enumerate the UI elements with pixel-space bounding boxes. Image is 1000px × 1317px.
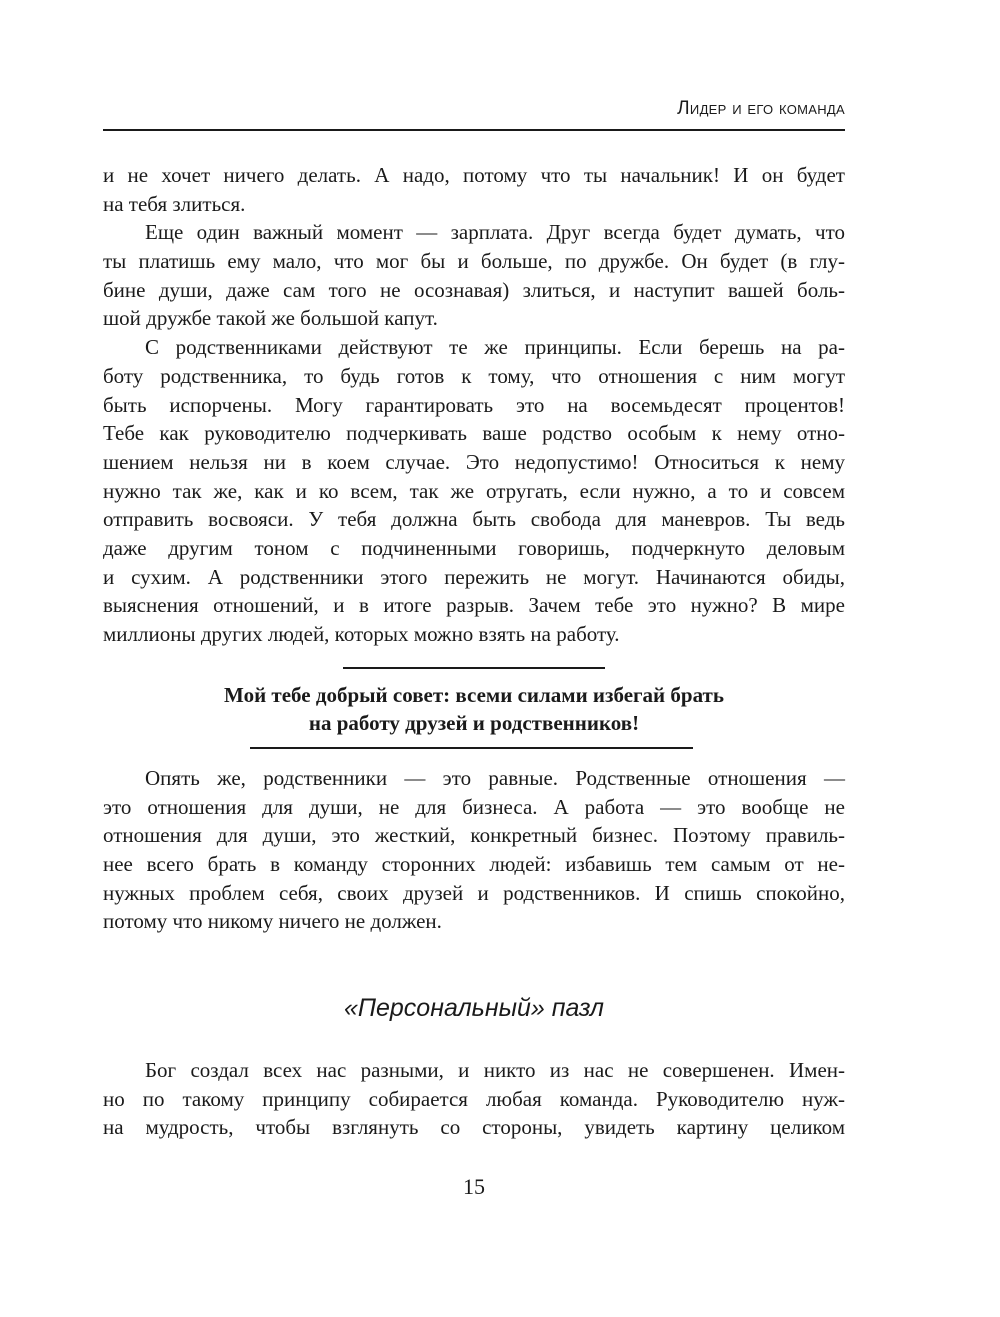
advice-top-rule (343, 667, 605, 669)
advice-bottom-rule (250, 747, 693, 749)
text-line: быть испорчены. Могу гарантировать это на восемьдесят процентов! (103, 392, 845, 417)
paragraph-1 (103, 161, 845, 649)
header-rule (103, 129, 845, 131)
text-line: шой дружбе такой же большой капут. (103, 306, 438, 331)
text-line: нужно так же, как и ко всем, так же отругать, если нужно, а то и совсем (103, 478, 845, 503)
text-line: нее всего брать в команду сторонних людей: избавишь тем самым от не- (103, 852, 845, 877)
section-heading: «Персональный» пазл (343, 994, 605, 1022)
running-header: Лидер и его команда (677, 98, 845, 119)
advice-line: Мой тебе добрый совет: всеми силами избегай брать (224, 683, 724, 707)
text-line: ты платишь ему мало, что мог бы и больше, по дружбе. Он будет (в глу- (103, 249, 845, 274)
text-line: Еще один важный момент — зарплата. Друг всегда будет думать, что (145, 220, 845, 245)
text-line: С родственниками действуют те же принципы. Если берешь на ра- (145, 335, 845, 360)
text-line: это отношения для души, не для бизнеса. А работа — это вообще не (103, 794, 845, 819)
text-line: отношения для души, это жесткий, конкретный бизнес. Поэтому правиль- (103, 823, 845, 848)
text-line: шением нельзя ни в коем случае. Это недопустимо! Относиться к нему (103, 449, 845, 474)
advice-callout (103, 681, 845, 737)
text-line: на мудрость, чтобы взглянуть со стороны, увидеть картину целиком (103, 1115, 845, 1140)
advice-line: на работу друзей и родственников! (308, 711, 640, 735)
text-line: бине души, даже сам того не осознавая) злиться, и наступит вашей боль- (103, 277, 845, 302)
text-line: и сухим. А родственники этого пережить не могут. Начинаются обиды, (103, 564, 845, 589)
text-line: и не хочет ничего делать. А надо, потому что ты начальник! И он будет (103, 163, 845, 187)
paragraph-4 (103, 764, 845, 936)
text-line: нужных проблем себя, своих друзей и родственников. И спишь спокойно, (103, 880, 845, 905)
text-line: потому что никому ничего не должен. (103, 909, 442, 934)
text-line: на тебя злиться. (103, 191, 246, 216)
text-line: выяснения отношений, и в итоге разрыв. Зачем тебе это нужно? В мире (103, 593, 845, 618)
text-line: но по такому принципу собирается любая команда. Руководителю нуж- (103, 1086, 845, 1111)
text-line: Тебе как руководителю подчеркивать ваше родство особым к нему отно- (103, 421, 845, 446)
text-line: Бог создал всех нас разными, и никто из нас не совершенен. Имен- (145, 1058, 845, 1082)
paragraph-5 (103, 1056, 845, 1142)
text-line: боту родственника, то будь готов к тому, что отношения с ним могут (103, 363, 845, 388)
text-line: отправить восвояси. У тебя должна быть свобода для маневров. Ты ведь (103, 507, 845, 532)
text-line: миллионы других людей, которых можно взять на работу. (103, 622, 620, 646)
text-line: Опять же, родственники — это равные. Родственные отношения — (145, 766, 845, 790)
page-number: 15 (463, 1174, 485, 1199)
text-line: даже другим тоном с подчиненными говоришь, подчеркнуто деловым (103, 535, 845, 560)
